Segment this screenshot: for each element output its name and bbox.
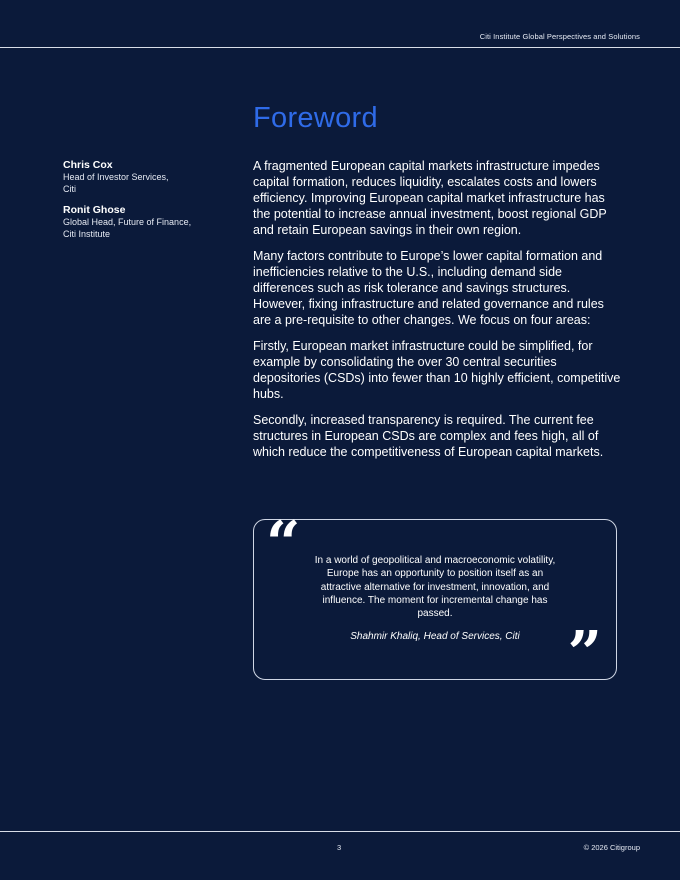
author-block [63, 159, 233, 195]
foreword-body [253, 158, 625, 470]
quote-text: In a world of geopolitical and macroeconomic volatility, Europe has an opportunity to position itself as an attractive alternative for investment, innovation, and influence. The moment for incremental change has passed. [314, 555, 556, 620]
footer-divider [0, 831, 680, 832]
author-name: Chris Cox [63, 159, 113, 171]
page-number: 3 [337, 843, 342, 852]
paragraph: Many factors contribute to Europe’s lower capital formation and inefficiencies relative to the U.S., including demand side differences such as risk tolerance and savings structures. However, fixing infrastructure and related governance and rules are a pre-requisite to other changes. We focus on four areas: [253, 249, 604, 327]
open-quote-icon: “ [266, 509, 301, 579]
author-role: Head of Investor Services, Citi [63, 172, 169, 194]
copyright-notice: © 2026 Citigroup [583, 843, 640, 852]
quote-attribution: Shahmir Khaliq, Head of Services, Citi [350, 631, 520, 642]
header-divider [0, 47, 680, 48]
pull-quote [253, 509, 617, 689]
paragraph: A fragmented European capital markets infrastructure impedes capital formation, reduces liquidity, escalates costs and lowers efficiency. Improving European capital market infrastructure has the potential to increase annual investment, boost regional GDP and retain European savings in their own region. [253, 159, 607, 237]
author-name: Ronit Ghose [63, 204, 126, 216]
close-quote-icon: ” [567, 619, 602, 689]
author-block [63, 204, 233, 240]
paragraph: Secondly, increased transparency is required. The current fee structures in European CSDs are complex and fees high, all of which reduce the competitiveness of European capital markets. [253, 413, 604, 459]
author-list [63, 159, 233, 249]
author-role: Global Head, Future of Finance, Citi Institute [63, 217, 192, 239]
page-title: Foreword [253, 102, 378, 134]
running-header: Citi Institute Global Perspectives and Solutions [479, 32, 640, 41]
paragraph: Firstly, European market infrastructure could be simplified, for example by consolidating the over 30 central securities depositories (CSDs) into fewer than 10 highly efficient, competitive hubs. [253, 339, 621, 401]
